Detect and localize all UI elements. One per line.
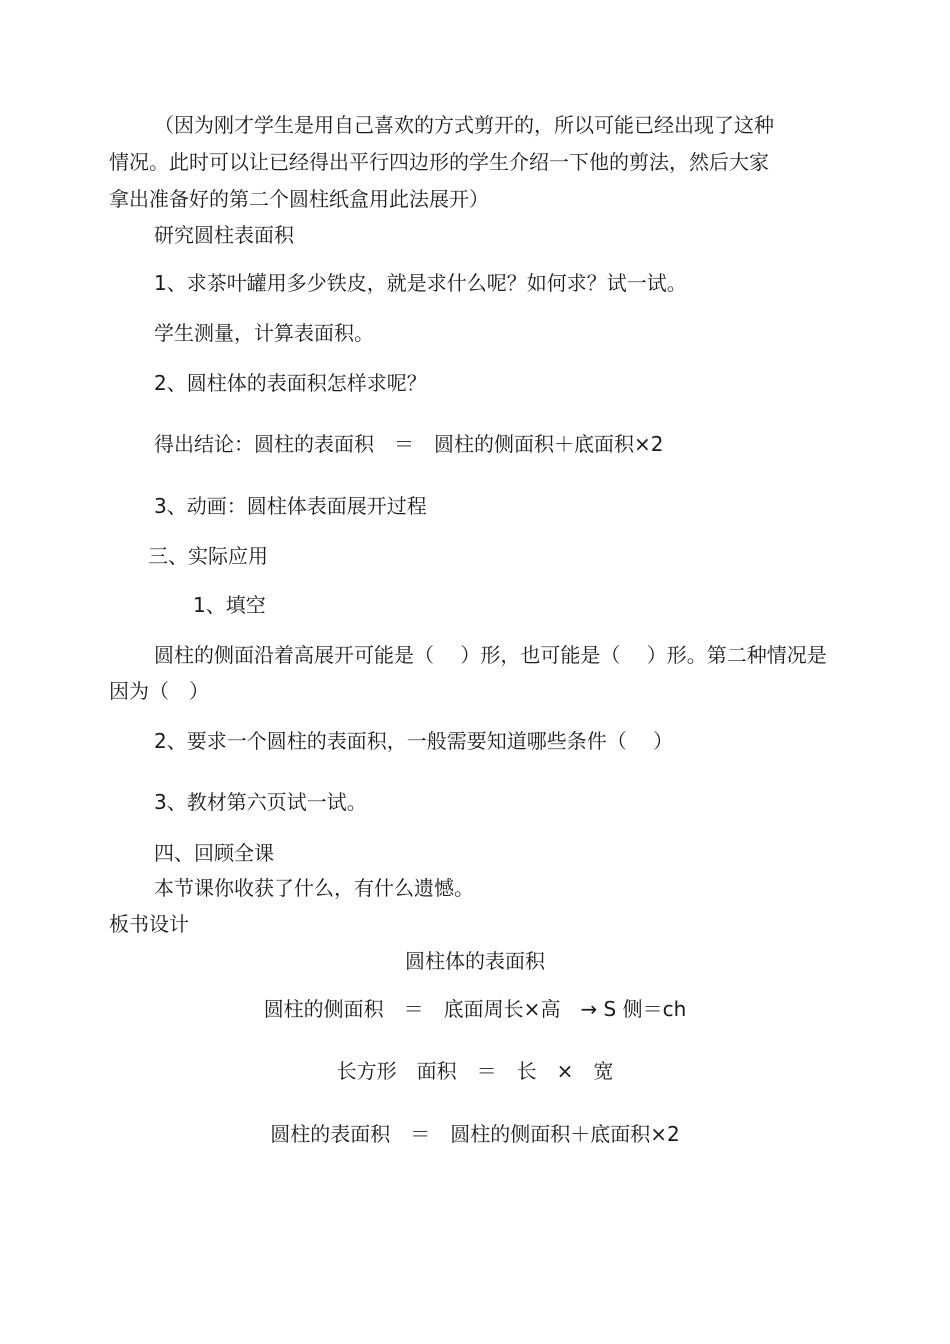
board-formula: 圆柱的表面积 ＝ 圆柱的侧面积＋底面积×2 [270,1122,680,1146]
paragraph-line: （因为刚才学生是用自己喜欢的方式剪开的，所以可能已经出现了这种 [154,113,774,137]
board-formula: 圆柱的侧面积 ＝ 底面周长×高 → S 侧＝ch [263,997,687,1021]
question-item: 2、圆柱体的表面积怎样求呢？ [154,371,427,395]
question-item: 1、求茶叶罐用多少铁皮，就是求什么呢？如何求？试一试。 [154,271,687,295]
question-item: 2、要求一个圆柱的表面积，一般需要知道哪些条件（ ） [154,729,674,753]
paragraph-line: 学生测量，计算表面积。 [154,321,374,345]
question-item: 3、动画：圆柱体表面展开过程 [154,494,427,518]
board-formula: 长方形 面积 ＝ 长 × 宽 [336,1059,614,1083]
paragraph-line: 本节课你收获了什么，有什么遗憾。 [154,876,474,900]
sub-heading: 1、填空 [193,593,266,617]
section-heading: 三、实际应用 [148,544,268,568]
section-heading: 研究圆柱表面积 [154,223,294,247]
section-heading: 板书设计 [109,912,189,936]
formula-line: 得出结论：圆柱的表面积 ＝ 圆柱的侧面积＋底面积×2 [154,432,664,456]
paragraph-line: 情况。此时可以让已经得出平行四边形的学生介绍一下他的剪法，然后大家 [109,150,769,174]
question-item: 3、教材第六页试一试。 [154,790,367,814]
paragraph-line: 圆柱的侧面沿着高展开可能是（ ）形，也可能是（ ）形。第二种情况是 [154,643,827,667]
board-title: 圆柱体的表面积 [405,949,545,973]
section-heading: 四、回顾全课 [154,841,274,865]
paragraph-line: 因为（ ） [109,679,209,703]
paragraph-line: 拿出准备好的第二个圆柱纸盒用此法展开） [109,187,489,211]
